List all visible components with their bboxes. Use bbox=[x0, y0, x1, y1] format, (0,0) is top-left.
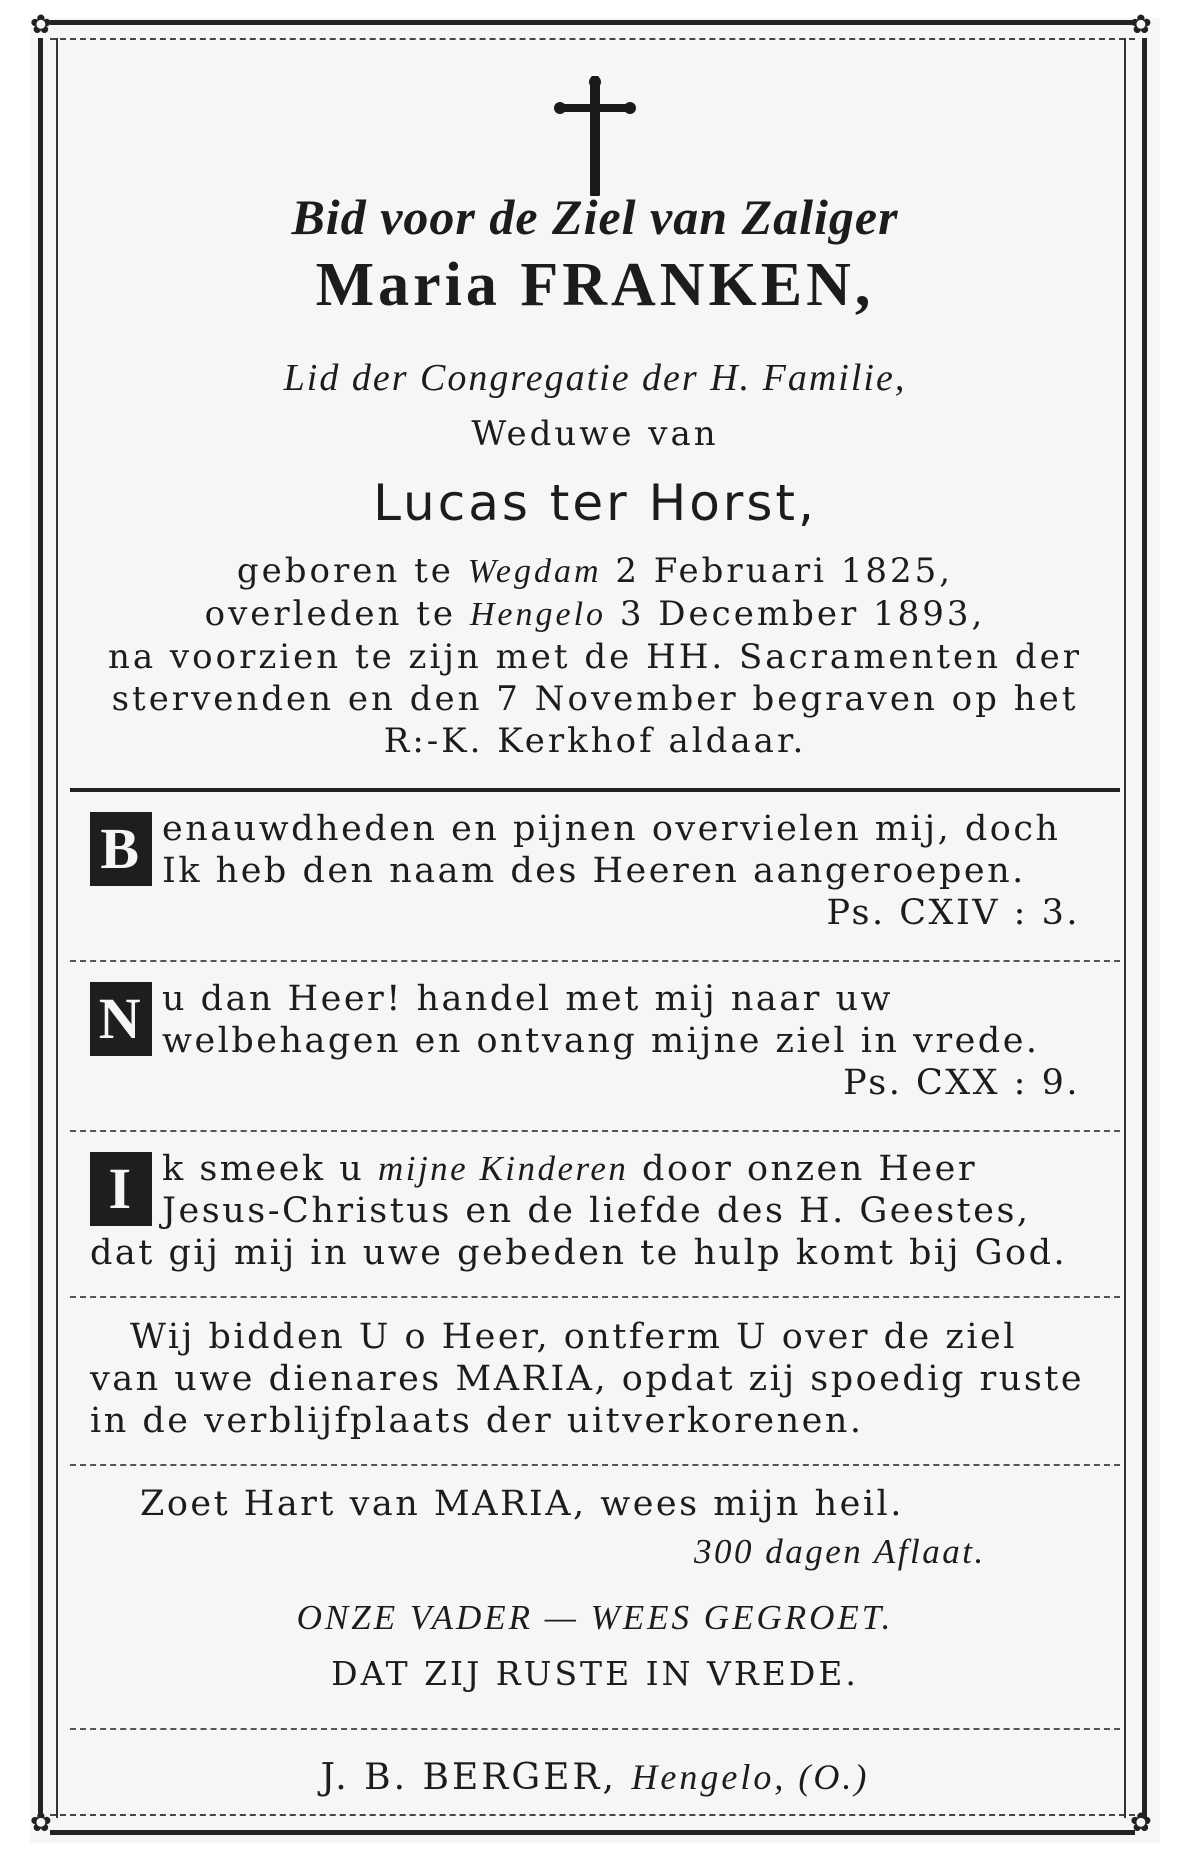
printer-line bbox=[90, 1756, 1100, 1798]
divider bbox=[70, 788, 1120, 792]
frame-left-inner bbox=[56, 38, 58, 1818]
verse-text-b: mijne Kinderen bbox=[377, 1149, 629, 1188]
born-prefix: geboren te bbox=[236, 551, 454, 591]
deceased-name: Maria FRANKEN, bbox=[315, 251, 875, 319]
verse-text: enauwdheden en pijnen overvielen mij, doch Ik heb den naam des Heeren aangeroepen. bbox=[162, 809, 1061, 891]
verse-text-c: door onzen Heer Jesus-Christus en de liefde des H. Geestes, dat gij mij in uwe gebeden te hulp komt bij God. bbox=[90, 1149, 1068, 1273]
corner-ornament-icon: ✿ bbox=[30, 10, 52, 40]
initial-letter: N bbox=[90, 982, 152, 1056]
born-place: Wegdam bbox=[467, 553, 602, 590]
divider bbox=[70, 960, 1120, 962]
sacraments-burial-text: na voorzien te zijn met de HH. Sacramenten der stervenden en den 7 November begraven op het R:-K. Kerkhof aldaar. bbox=[107, 637, 1083, 761]
husband-name: Lucas ter Horst, bbox=[373, 474, 817, 532]
verse-text: u dan Heer! handel met mij naar uw welbehagen en ontvang mijne ziel in vrede. bbox=[162, 979, 1040, 1061]
frame-left-border bbox=[38, 38, 43, 1818]
indulgence: 300 dagen Aflaat. bbox=[694, 1532, 986, 1571]
divider bbox=[70, 1130, 1120, 1132]
died-place: Hengelo bbox=[469, 596, 607, 633]
corner-ornament-icon: ✿ bbox=[30, 1808, 52, 1838]
died-date: 3 December 1893, bbox=[619, 594, 986, 634]
corner-ornament-icon: ✿ bbox=[1130, 10, 1152, 40]
frame-right-inner bbox=[1124, 38, 1126, 1818]
verse-text-a: k smeek u bbox=[162, 1149, 365, 1189]
died-prefix: overleden te bbox=[204, 594, 457, 634]
born-date: 2 Februari 1825, bbox=[615, 551, 954, 591]
verse-1 bbox=[90, 808, 1100, 934]
verse-3 bbox=[90, 1148, 1100, 1274]
frame-top-border bbox=[50, 20, 1135, 25]
verse-2 bbox=[90, 978, 1100, 1104]
frame-bottom-inner bbox=[50, 1814, 1135, 1816]
verse-reference: Ps. CXX : 9. bbox=[843, 1063, 1080, 1103]
initial-letter: I bbox=[90, 1152, 152, 1226]
mourning-card bbox=[30, 10, 1160, 1843]
biography bbox=[90, 550, 1100, 762]
divider bbox=[70, 1464, 1120, 1466]
printer-place: Hengelo, (O.) bbox=[631, 1757, 870, 1797]
frame-right-border bbox=[1142, 38, 1147, 1818]
membership-line: Lid der Congregatie der H. Familie, bbox=[283, 357, 907, 399]
frame-bottom-border bbox=[50, 1830, 1135, 1835]
divider bbox=[70, 1728, 1120, 1730]
printer-name: J. B. BERGER, bbox=[320, 1757, 617, 1798]
initial-letter: B bbox=[90, 812, 152, 886]
prayers-line: ONZE VADER — WEES GEGROET. bbox=[296, 1598, 894, 1637]
rest-in-peace: DAT ZIJ RUSTE IN VREDE. bbox=[331, 1654, 859, 1693]
divider bbox=[70, 1296, 1120, 1298]
widow-of-line: Weduwe van bbox=[471, 414, 719, 454]
card-title: Bid voor de Ziel van Zaliger bbox=[291, 189, 899, 245]
ejaculation: Zoet Hart van MARIA, wees mijn heil. bbox=[140, 1484, 904, 1524]
corner-ornament-icon: ✿ bbox=[1130, 1808, 1152, 1838]
frame-top-inner bbox=[50, 38, 1135, 40]
prayer-text: Wij bidden U o Heer, ontferm U over de ziel van uwe dienares MARIA, opdat zij spoedig ruste in de verblijfplaats der uitverkorenen. bbox=[90, 1317, 1085, 1441]
verse-reference: Ps. CXIV : 3. bbox=[826, 893, 1080, 933]
cross-icon bbox=[550, 76, 640, 196]
